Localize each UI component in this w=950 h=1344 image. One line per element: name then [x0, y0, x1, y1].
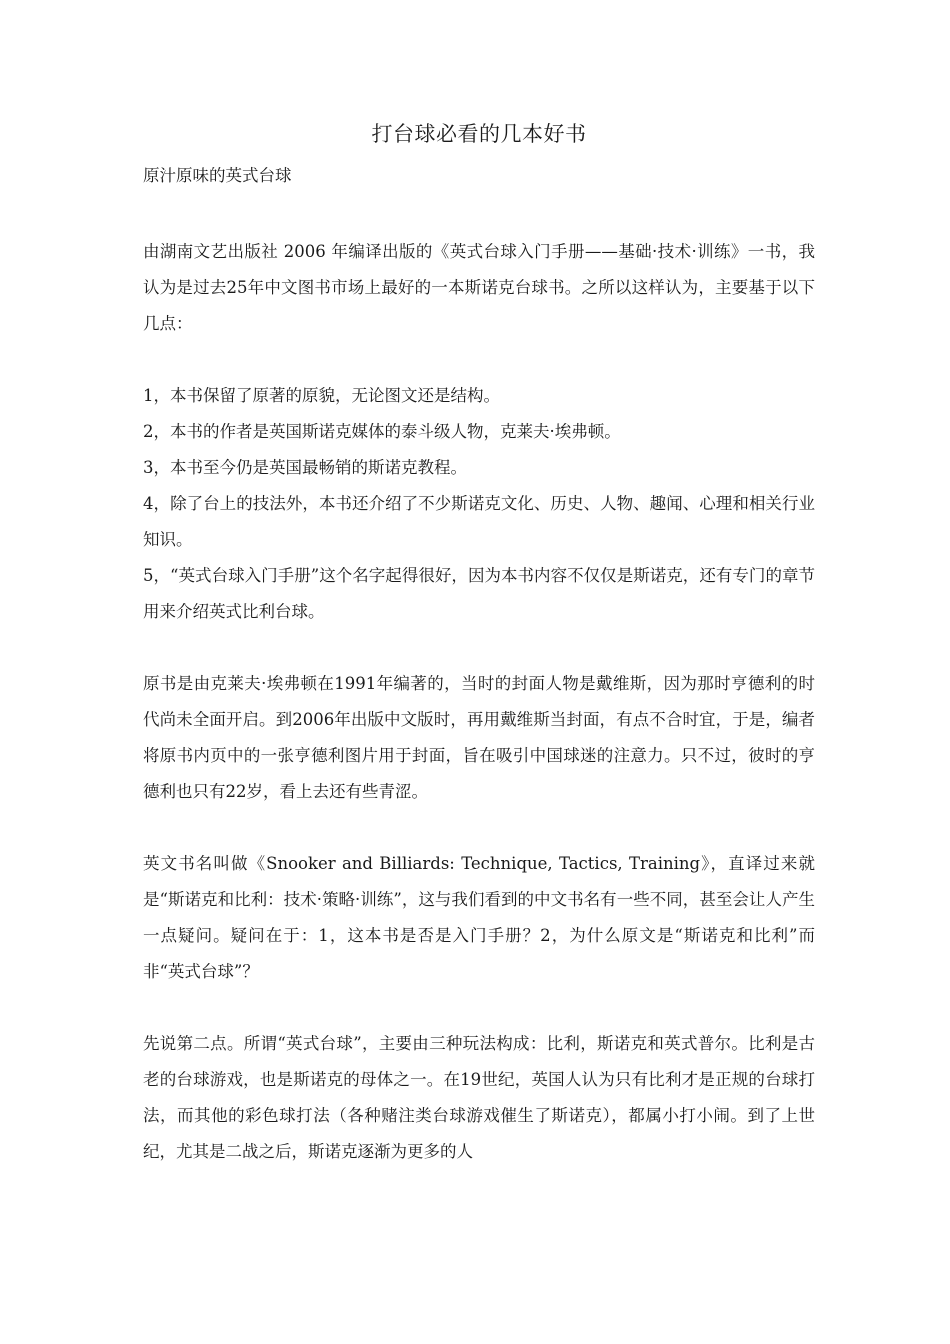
list-item-2: 2，本书的作者是英国斯诺克媒体的泰斗级人物，克莱夫·埃弗顿。: [143, 422, 621, 441]
paragraph-gap: [143, 810, 815, 846]
document-subtitle: 原汁原味的英式台球: [143, 166, 292, 185]
list-item-5: 5，“英式台球入门手册”这个名字起得很好，因为本书内容不仅仅是斯诺克，还有专门的章节用来介绍英式比利台球。: [143, 566, 815, 621]
list-item-3: 3，本书至今仍是英国最畅销的斯诺克教程。: [143, 458, 467, 477]
paragraph-english-billiards: 先说第二点。所谓“英式台球”，主要由三种玩法构成：比利，斯诺克和英式普尔。比利是古老的台球游戏，也是斯诺克的母体之一。在19世纪，英国人认为只有比利才是正规的台球打法，而其他的彩色球打法（各种赌注类台球游戏催生了斯诺克），都属小打小闹。到了上世纪，尤其是二战之后，斯诺克逐渐为更多的人: [143, 1034, 815, 1161]
paragraph-gap: [143, 630, 815, 666]
paragraph-english-title: 英文书名叫做《Snooker and Billiards: Technique, Tactics, Training》，直译过来就是“斯诺克和比利：技术·策略·训练”，这与我们看到的中文书名有一些不同，甚至会让人产生一点疑问。疑问在于：1，这本书是否是入门手册？2，为什么原文是“斯诺克和比利”而非“英式台球”？: [143, 854, 815, 981]
list-item-4: 4，除了台上的技法外，本书还介绍了不少斯诺克文化、历史、人物、趣闻、心理和相关行业知识。: [143, 494, 815, 549]
paragraph-intro: 由湖南文艺出版社 2006 年编译出版的《英式台球入门手册——基础·技术·训练》一书，我认为是过去25年中文图书市场上最好的一本斯诺克台球书。之所以这样认为，主要基于以下几点：: [143, 242, 815, 333]
list-item-1: 1，本书保留了原著的原貌，无论图文还是结构。: [143, 386, 500, 405]
paragraph-gap: [143, 342, 815, 378]
paragraph-original-book: 原书是由克莱夫·埃弗顿在1991年编著的，当时的封面人物是戴维斯，因为那时亨德利的时代尚未全面开启。到2006年出版中文版时，再用戴维斯当封面，有点不合时宜，于是，编者将原书内页中的一张亨德利图片用于封面，旨在吸引中国球迷的注意力。只不过，彼时的亨德利也只有22岁，看上去还有些青涩。: [143, 674, 815, 801]
document-body: [143, 234, 815, 1170]
paragraph-gap: [143, 990, 815, 1026]
document-title: 打台球必看的几本好书: [371, 122, 587, 146]
